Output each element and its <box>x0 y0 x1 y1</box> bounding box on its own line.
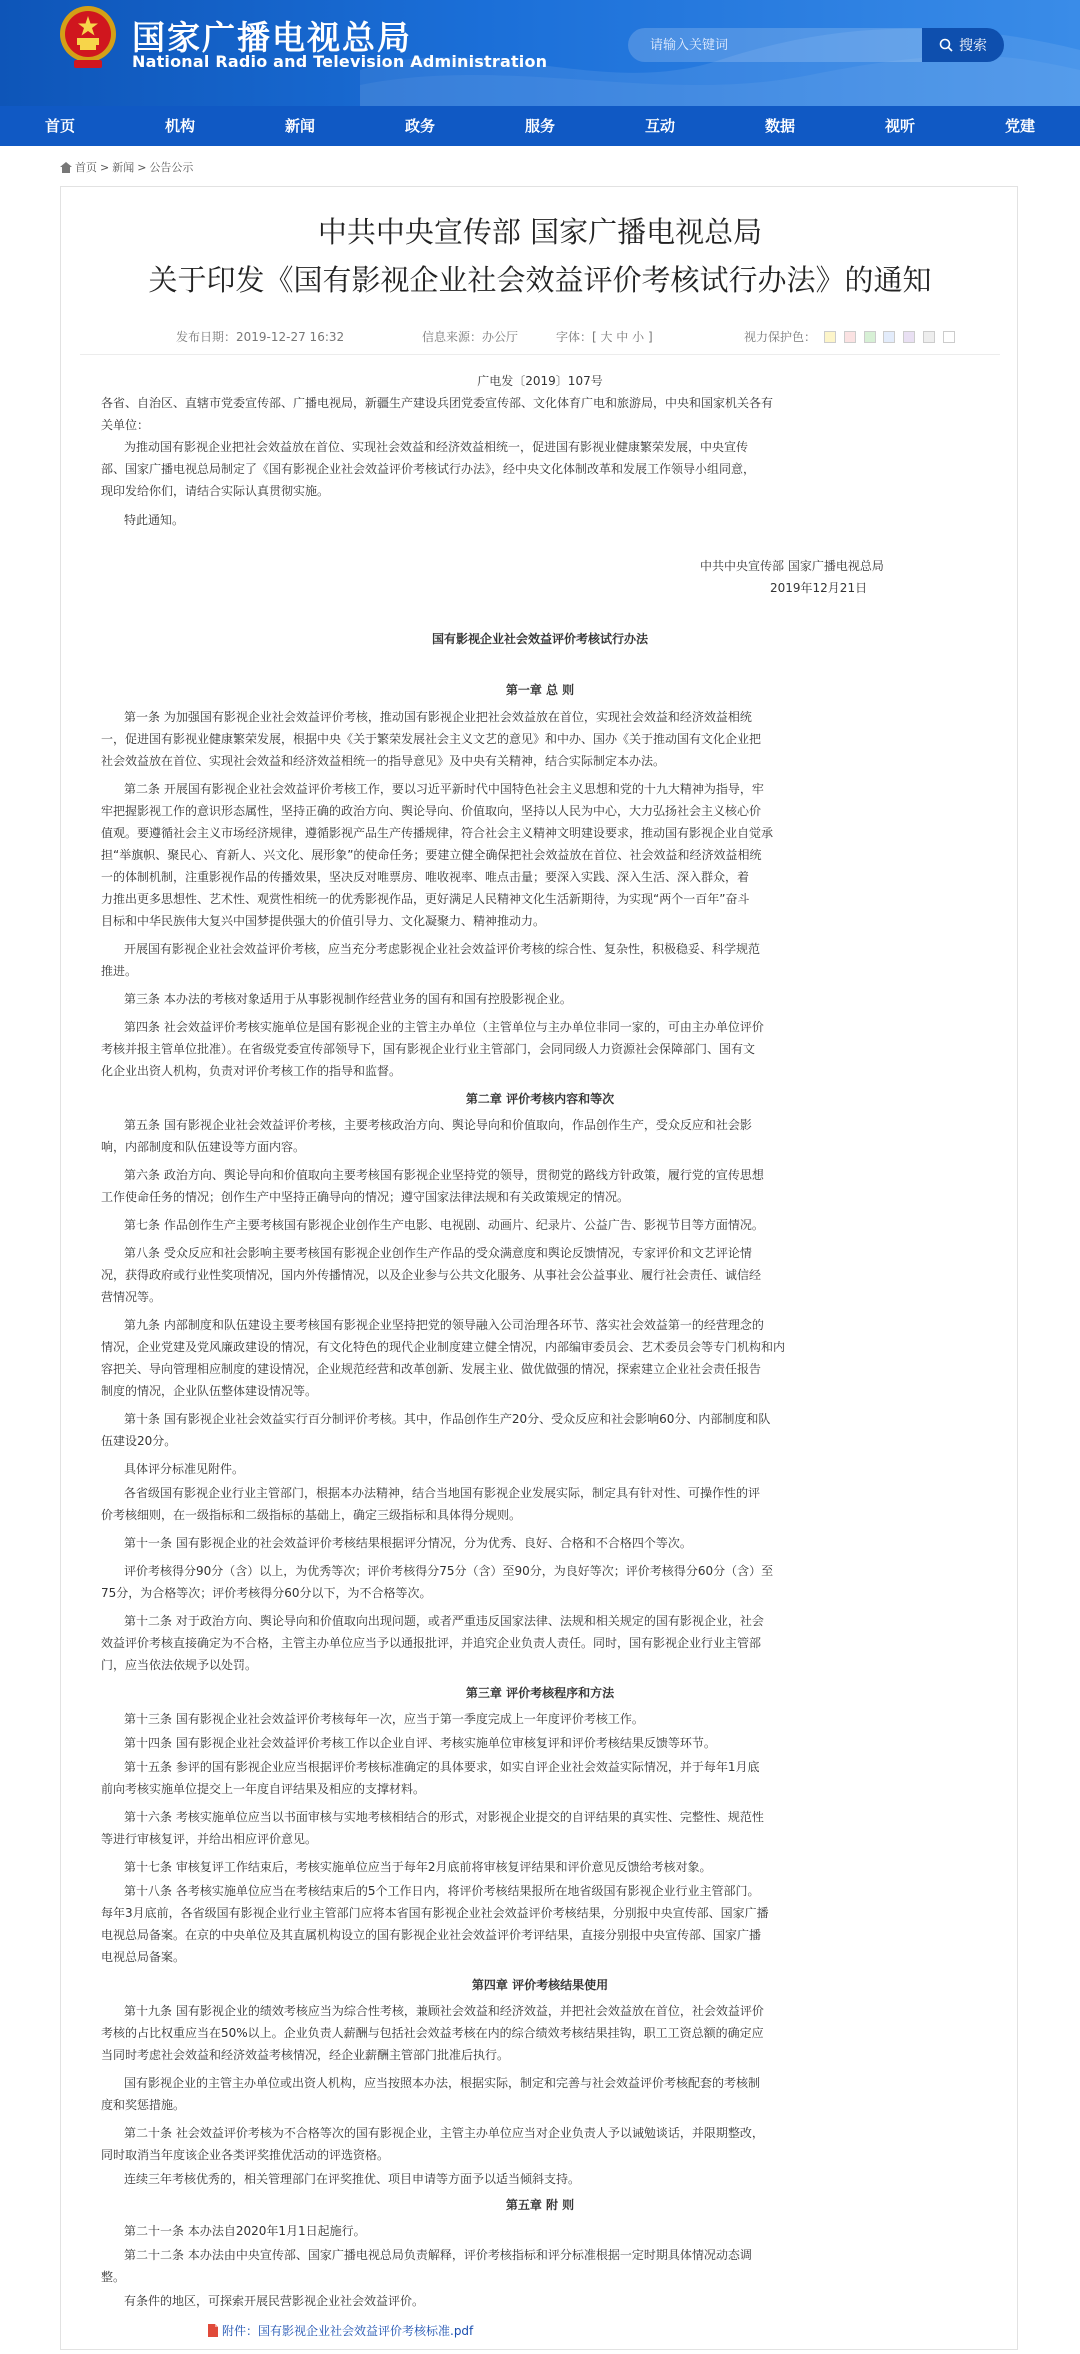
body-line: 同时取消当年度该企业各类评奖推优活动的评选资格。 <box>101 2148 390 2162</box>
home-icon <box>60 162 72 173</box>
chapter-heading: 第一章 总 则 <box>505 683 575 697</box>
body-line: 第八条 受众反应和社会影响主要考核国有影视企业创作生产作品的受众满意度和舆论反馈情况，专家评价和文艺评论情 <box>124 1246 752 1260</box>
body-line: 第十二条 对于政治方向、舆论导向和价值取向出现问题，或者严重违反国家法律、法规和相关规定的国有影视企业，社会 <box>124 1614 764 1628</box>
eye-color-swatch[interactable] <box>824 331 836 343</box>
body-line: 第十八条 各考核实施单位应当在考核结束后的5个工作日内，将评价考核结果报所在地省级国有影视企业行业主管部门。 <box>124 1884 760 1898</box>
body-line: 一的体制机制，注重影视作品的传播效果，坚决反对唯票房、唯收视率、唯点击量；要深入实践、深入生活、深入群众，着 <box>101 870 750 884</box>
body-line: 电视总局备案。在京的中央单位及其直属机构设立的国有影视企业社会效益评价考评结果，直接分别报中央宣传部、国家广播 <box>101 1928 762 1942</box>
eye-color-swatch[interactable] <box>923 331 935 343</box>
body-line: 情况，企业党建及党风廉政建设的情况，有文化特色的现代企业制度建立健全情况，内部编审委员会、艺术委员会等专门机构和内 <box>101 1340 786 1354</box>
article-title-line-2: 关于印发《国有影视企业社会效益评价考核试行办法》的通知 <box>148 263 932 297</box>
body-line: 每年3月底前，各省级国有影视企业行业主管部门应将本省国有影视企业社会效益评价考核结果，分别报中央宣传部、国家广播 <box>101 1906 769 1920</box>
body-line: 为推动国有影视企业把社会效益放在首位、实现社会效益和经济效益相统一，促进国有影视业健康繁荣发展，中央宣传 <box>124 440 749 454</box>
body-line: 一，促进国有影视业健康繁荣发展，根据中央《关于繁荣发展社会主义文艺的意见》和中办、国办《关于推动国有文化企业把 <box>101 732 762 746</box>
body-line: 制度的情况，企业队伍整体建设情况等。 <box>101 1384 318 1398</box>
eye-color-swatch[interactable] <box>883 331 895 343</box>
eye-protection-colors <box>744 328 955 345</box>
body-line: 部、国家广播电视总局制定了《国有影视企业社会效益评价考核试行办法》，经中央文化体制改革和发展工作领导小组同意， <box>101 462 756 476</box>
body-line: 工作使命任务的情况；创作生产中坚持正确导向的情况；遵守国家法律法规和有关政策规定的情况。 <box>101 1190 630 1204</box>
breadcrumb-separator: > <box>137 160 147 174</box>
recipients-line: 各省、自治区、直辖市党委宣传部、广播电视局，新疆生产建设兵团党委宣传部、文化体育广电和旅游局，中央和国家机关各有 <box>101 396 774 410</box>
nav-interaction[interactable]: 互动 <box>644 117 675 135</box>
chapter-heading: 第五章 附 则 <box>505 2198 575 2212</box>
main-nav <box>0 106 1080 146</box>
body-line: 伍建设20分。 <box>101 1434 177 1448</box>
info-source: 信息来源：办公厅 <box>422 330 519 344</box>
body-line: 第一条 为加强国有影视企业社会效益评价考核，推动国有影视企业把社会效益放在首位，实现社会效益和经济效益相统 <box>124 710 752 724</box>
search-input[interactable] <box>650 28 900 62</box>
body-line: 评价考核得分90分（含）以上，为优秀等次；评价考核得分75分（含）至90分，为良好等次；评价考核得分60分（含）至 <box>124 1564 774 1578</box>
search-box <box>628 28 922 62</box>
body-line: 力推出更多思想性、艺术性、观赏性相统一的优秀影视作品，更好满足人民精神文化生活新期待，为实现“两个一百年”奋斗 <box>101 892 750 906</box>
body-line: 75分，为合格等次；评价考核得分60分以下，为不合格等次。 <box>101 1586 432 1600</box>
body-line: 考核的占比权重应当在50%以上。企业负责人薪酬与包括社会效益考核在内的综合绩效考核结果挂钩，职工工资总额的确定应 <box>101 2026 764 2040</box>
body-line: 第九条 内部制度和队伍建设主要考核国有影视企业坚持把党的领导融入公司治理各环节、落实社会效益第一的经营理念的 <box>124 1318 764 1332</box>
site-brand-en: National Radio and Television Administration <box>132 52 548 71</box>
body-line: 化企业出资人机构，负责对评价考核工作的指导和监督。 <box>101 1064 402 1078</box>
nav-audiovisual[interactable]: 视听 <box>884 117 915 135</box>
body-line: 营情况等。 <box>101 1290 162 1304</box>
body-line: 电视总局备案。 <box>101 1950 186 1964</box>
search-button-label: 搜索 <box>959 38 987 54</box>
body-line: 容把关、导向管理相应制度的建设情况，企业规范经营和改革创新、发展主业、做优做强的情况，探索建立企业社会责任报告 <box>101 1362 762 1376</box>
body-line: 有条件的地区，可探索开展民营影视企业社会效益评价。 <box>124 2294 425 2308</box>
nav-services[interactable]: 服务 <box>524 117 555 135</box>
nav-party-building[interactable]: 党建 <box>1004 117 1035 135</box>
site-header <box>0 0 1080 106</box>
nav-organization[interactable]: 机构 <box>164 117 195 135</box>
eye-protection-label: 视力保护色： <box>744 330 817 344</box>
measures-title: 国有影视企业社会效益评价考核试行办法 <box>431 632 648 646</box>
body-line: 第十三条 国有影视企业社会效益评价考核每年一次，应当于第一季度完成上一年度评价考核工作。 <box>124 1712 644 1726</box>
body-line: 第十条 国有影视企业社会效益实行百分制评价考核。其中，作品创作生产20分、受众反应和社会影响60分、内部制度和队 <box>124 1412 771 1426</box>
body-line: 响，内部制度和队伍建设等方面内容。 <box>101 1140 306 1154</box>
body-line: 等进行审核复评，并给出相应评价意见。 <box>101 1832 318 1846</box>
attachment-link-label: 附件：国有影视企业社会效益评价考核标准.pdf <box>222 2324 474 2338</box>
signature-date: 2019年12月21日 <box>770 581 868 595</box>
eye-color-swatch[interactable] <box>864 331 876 343</box>
body-line: 第六条 政治方向、舆论导向和价值取向主要考核国有影视企业坚持党的领导，贯彻党的路线方针政策，履行党的宣传思想 <box>124 1168 764 1182</box>
chapter-heading: 第三章 评价考核程序和方法 <box>465 1686 615 1700</box>
body-line: 第十七条 审核复评工作结束后，考核实施单位应当于每年2月底前将审核复评结果和评价意见反馈给考核对象。 <box>124 1860 712 1874</box>
body-line: 况，获得政府或行业性奖项情况，国内外传播情况，以及企业参与公共文化服务、从事社会公益事业、履行社会责任、诚信经 <box>101 1268 762 1282</box>
publish-date: 发布日期：2019-12-27 16:32 <box>176 330 345 344</box>
body-line: 各省级国有影视企业行业主管部门，根据本办法精神，结合当地国有影视企业发展实际，制定具有针对性、可操作性的评 <box>124 1486 761 1500</box>
national-emblem-icon <box>58 4 118 70</box>
body-line: 度和奖惩措施。 <box>101 2098 186 2112</box>
body-line: 前向考核实施单位提交上一年度自评结果及相应的支撑材料。 <box>101 1782 426 1796</box>
breadcrumb-separator: > <box>100 160 110 174</box>
body-line: 第七条 作品创作生产主要考核国有影视企业创作生产电影、电视剧、动画片、纪录片、公益广告、影视节目等方面情况。 <box>124 1218 764 1232</box>
nav-news[interactable]: 新闻 <box>284 117 315 135</box>
body-line: 第十五条 参评的国有影视企业应当根据评价考核标准确定的具体要求，如实自评企业社会效益实际情况，并于每年1月底 <box>124 1760 760 1774</box>
body-line: 开展国有影视企业社会效益评价考核，应当充分考虑影视企业社会效益评价考核的综合性、复杂性，积极稳妥、科学规范 <box>124 942 761 956</box>
chapter-heading: 第二章 评价考核内容和等次 <box>465 1092 615 1106</box>
breadcrumb-announcements[interactable]: 公告公示 <box>149 161 194 174</box>
nav-government-affairs[interactable]: 政务 <box>404 117 435 135</box>
body-line: 第五条 国有影视企业社会效益评价考核，主要考核政治方向、舆论导向和价值取向，作品创作生产，受众反应和社会影 <box>124 1118 752 1132</box>
body-line: 特此通知。 <box>124 513 185 527</box>
breadcrumb <box>60 158 193 176</box>
body-line: 第二条 开展国有影视企业社会效益评价考核工作，要以习近平新时代中国特色社会主义思想和党的十九大精神为指导，牢 <box>124 782 764 796</box>
breadcrumb-news[interactable]: 新闻 <box>112 161 135 174</box>
body-line: 第十六条 考核实施单位应当以书面审核与实地考核相结合的形式，对影视企业提交的自评结果的真实性、完整性、规范性 <box>124 1810 764 1824</box>
breadcrumb-home[interactable]: 首页 <box>75 161 97 174</box>
body-line: 第四条 社会效益评价考核实施单位是国有影视企业的主管主办单位（主管单位与主办单位非同一家的，可由主办单位评价 <box>124 1020 764 1034</box>
eye-color-swatch[interactable] <box>943 331 955 343</box>
body-line: 整。 <box>101 2270 126 2284</box>
article-meta <box>80 328 1000 346</box>
body-line: 担“举旗帜、聚民心、育新人、兴文化、展形象”的使命任务；要建立健全确保把社会效益放在首位、社会效益和经济效益相统 <box>101 848 762 862</box>
body-line: 牢把握影视工作的意识形态属性，坚持正确的政治方向、舆论导向、价值取向，坚持以人民为中心，大力弘扬社会主义核心价 <box>101 804 762 818</box>
site-brand-cn[interactable]: 国家广播电视总局 <box>132 18 412 57</box>
chapter-heading: 第四章 评价考核结果使用 <box>471 1978 609 1992</box>
body-line: 考核并报主管单位批准）。在省级党委宣传部领导下，国有影视企业行业主管部门，会同同级人力资源社会保障部门、国有文 <box>101 1042 756 1056</box>
body-line: 第二十条 社会效益评价考核为不合格等次的国有影视企业，主管主办单位应当对企业负责人予以诫勉谈话，并限期整改， <box>124 2126 764 2140</box>
body-line: 推进。 <box>101 964 138 978</box>
search-icon <box>939 38 953 52</box>
attachment-link[interactable] <box>208 2322 473 2340</box>
nav-home[interactable]: 首页 <box>44 117 75 135</box>
document-number: 广电发〔2019〕107号 <box>477 374 603 388</box>
body-line: 第十九条 国有影视企业的绩效考核应当为综合性考核，兼顾社会效益和经济效益，并把社会效益放在首位，社会效益评价 <box>124 2004 764 2018</box>
body-line: 当同时考虑社会效益和经济效益考核情况，经企业薪酬主管部门批准后执行。 <box>101 2048 510 2062</box>
body-line: 现印发给你们，请结合实际认真贯彻实施。 <box>101 484 330 498</box>
body-line: 连续三年考核优秀的，相关管理部门在评奖推优、项目申请等方面予以适当倾斜支持。 <box>124 2172 581 2186</box>
nav-data[interactable]: 数据 <box>764 117 795 135</box>
body-line: 具体评分标准见附件。 <box>124 1462 245 1476</box>
body-line: 社会效益放在首位、实现社会效益和经济效益相统一的指导意见》及中央有关精神，结合实际制定本办法。 <box>101 754 666 768</box>
body-line: 第三条 本办法的考核对象适用于从事影视制作经营业务的国有和国有控股影视企业。 <box>124 992 572 1006</box>
body-line: 门，应当依法依规予以处罚。 <box>101 1658 258 1672</box>
body-line: 目标和中华民族伟大复兴中国梦提供强大的价值引导力、文化凝聚力、精神推动力。 <box>101 914 546 928</box>
body-line: 国有影视企业的主管主办单位或出资人机构，应当按照本办法，根据实际，制定和完善与社会效益评价考核配套的考核制 <box>124 2076 761 2090</box>
signature-issuer: 中共中央宣传部 国家广播电视总局 <box>700 559 884 573</box>
meta-divider <box>80 354 1000 355</box>
pdf-file-icon <box>208 2324 218 2337</box>
recipients-line: 关单位： <box>101 418 150 432</box>
eye-color-swatch[interactable] <box>903 331 915 343</box>
body-line: 第十一条 国有影视企业的社会效益评价考核结果根据评分情况，分为优秀、良好、合格和不合格四个等次。 <box>124 1536 692 1550</box>
article-title-line-1: 中共中央宣传部 国家广播电视总局 <box>317 215 763 249</box>
body-line: 第二十二条 本办法由中央宣传部、国家广播电视总局负责解释，评价考核指标和评分标准根据一定时期具体情况动态调 <box>124 2248 752 2262</box>
body-line: 第十四条 国有影视企业社会效益评价考核工作以企业自评、考核实施单位审核复评和评价考核结果反馈等环节。 <box>124 1736 716 1750</box>
search-button[interactable] <box>922 28 1004 62</box>
font-size-switch[interactable]: 字体：[ 大 中 小 ] <box>556 330 653 344</box>
eye-color-swatch[interactable] <box>844 331 856 343</box>
body-line: 价考核细则，在一级指标和二级指标的基础上，确定三级指标和具体得分规则。 <box>101 1508 522 1522</box>
body-line: 效益评价考核直接确定为不合格，主管主办单位应当予以通报批评，并追究企业负责人责任。同时，国有影视企业行业主管部 <box>101 1636 762 1650</box>
body-line: 值观。要遵循社会主义市场经济规律，遵循影视产品生产传播规律，符合社会主义精神文明建设要求，推动国有影视企业自觉承 <box>101 826 774 840</box>
body-line: 第二十一条 本办法自2020年1月1日起施行。 <box>124 2224 366 2238</box>
